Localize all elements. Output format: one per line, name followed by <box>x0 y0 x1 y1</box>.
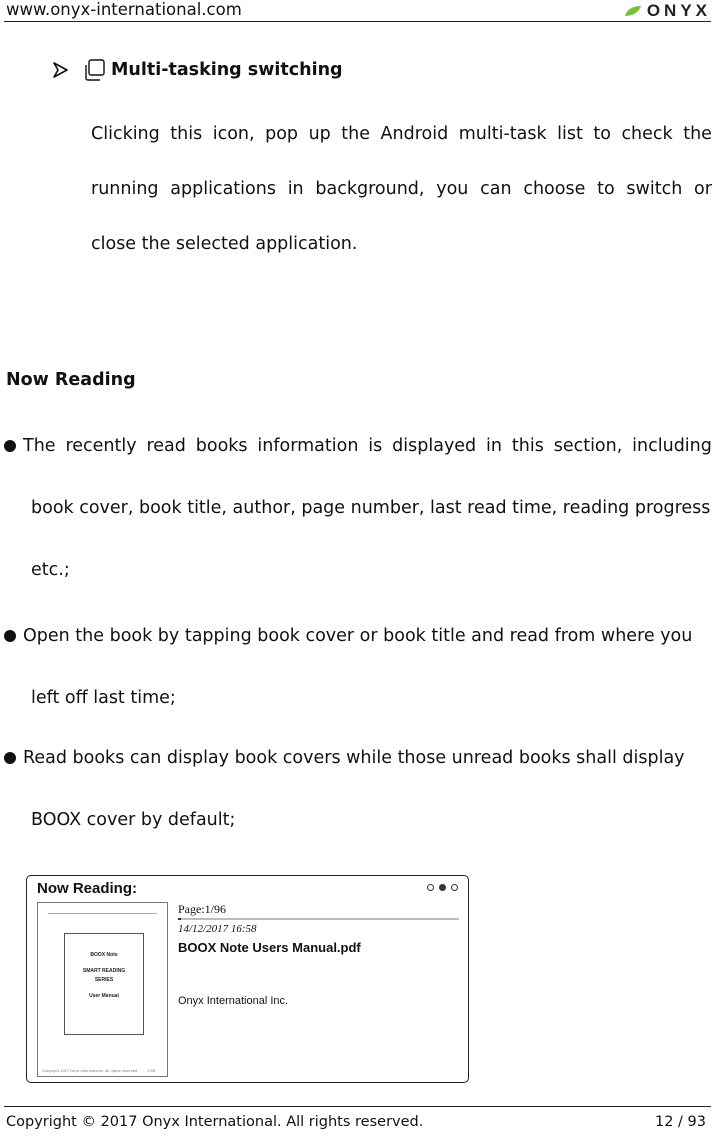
book-author: Onyx International Inc. <box>178 995 289 1007</box>
page-dot-icon <box>451 884 458 891</box>
word: or <box>694 179 712 199</box>
progress-fill <box>178 918 181 920</box>
text-line: close the selected application. <box>91 234 358 254</box>
word: this <box>511 436 544 456</box>
screenshot-title: Now Reading: <box>37 880 137 897</box>
last-read-time: 14/12/2017 16:58 <box>178 923 257 935</box>
bullet-text: etc.; <box>31 560 70 580</box>
word: running <box>91 179 159 199</box>
bullet-first-line <box>4 727 712 789</box>
cover-text: BOOX Note <box>90 952 118 958</box>
book-title[interactable]: BOOX Note Users Manual.pdf <box>178 940 361 955</box>
onyx-logo <box>623 2 711 20</box>
bullet-text: BOOX cover by default; <box>31 810 236 830</box>
leaf-icon <box>623 4 643 18</box>
bullet-text: left off last time; <box>31 688 176 708</box>
multitask-heading <box>52 58 343 82</box>
cover-text: User Manual <box>89 993 119 999</box>
page-dot-icon <box>439 884 446 891</box>
bullet-text <box>23 415 712 477</box>
bullet-text: book cover, book title, author, page number, last read time, reading progress <box>31 498 711 518</box>
cover-footer: Copyright 2017 Onyx International. All rights reserved. <box>42 1069 139 1073</box>
cover-text: SMART READING <box>82 968 126 974</box>
word: section, <box>553 436 623 456</box>
word: switch <box>626 179 683 199</box>
word: choose <box>523 179 586 199</box>
word: in <box>287 179 304 199</box>
bullet-text: Open the book by tapping book cover or book title and read from where you <box>23 626 693 646</box>
page-number: Page:1/96 <box>178 902 226 916</box>
word: Clicking <box>91 124 160 144</box>
word: multi-task <box>458 124 547 144</box>
reading-progress-bar <box>178 918 459 920</box>
now-reading-screenshot <box>26 875 469 1083</box>
word: pop <box>265 124 299 144</box>
footer-copyright: Copyright © 2017 Onyx International. All rights reserved. <box>6 1114 424 1130</box>
bullet-item <box>4 605 712 729</box>
word: to <box>597 179 615 199</box>
heading-text: Multi-tasking switching <box>111 60 343 80</box>
word: you <box>436 179 469 199</box>
word: recently <box>65 436 137 456</box>
word: background, <box>315 179 425 199</box>
bullet-first-line <box>4 415 712 477</box>
multitask-icon <box>82 58 106 82</box>
section-title: Now Reading <box>6 370 136 390</box>
cover-page: 1/96 <box>147 1069 155 1073</box>
header-url[interactable]: www.onyx-international.com <box>6 0 242 19</box>
bullet-item <box>4 415 712 601</box>
word: read <box>146 436 186 456</box>
word: applications <box>170 179 276 199</box>
word: list <box>557 124 583 144</box>
word: books <box>195 436 248 456</box>
page-dot-icon <box>427 884 434 891</box>
bullet-item <box>4 727 712 851</box>
word: Android <box>380 124 449 144</box>
word: check <box>621 124 673 144</box>
page-indicator <box>427 884 458 891</box>
multitask-description <box>91 107 712 272</box>
cover-divider <box>48 913 157 914</box>
footer-divider <box>4 1106 711 1107</box>
word: including <box>632 436 712 456</box>
word: in <box>486 436 503 456</box>
word: up <box>308 124 331 144</box>
word: can <box>480 179 512 199</box>
bullet-dot-icon <box>4 752 16 764</box>
cover-text: SERIES <box>94 977 114 983</box>
page-number-footer: 12 / 93 <box>654 1114 706 1130</box>
book-cover[interactable] <box>37 902 168 1077</box>
text-line <box>91 107 712 162</box>
bullet-dot-icon <box>4 630 16 642</box>
word: information <box>257 436 359 456</box>
header-divider <box>4 21 711 22</box>
arrow-bullet-icon <box>52 62 68 78</box>
logo-text: ONYX <box>646 1 711 20</box>
word: this <box>170 124 203 144</box>
word: to <box>593 124 611 144</box>
word: the <box>683 124 712 144</box>
bullet-first-line <box>4 605 712 667</box>
word: displayed <box>392 436 477 456</box>
word: The <box>23 436 56 456</box>
cover-title-box <box>64 933 144 1035</box>
bullet-text: Read books can display book covers while those unread books shall display <box>23 748 685 768</box>
word: the <box>341 124 371 144</box>
bullet-dot-icon <box>4 440 16 452</box>
word: icon, <box>212 124 255 144</box>
word: is <box>368 436 383 456</box>
text-line <box>91 162 712 217</box>
